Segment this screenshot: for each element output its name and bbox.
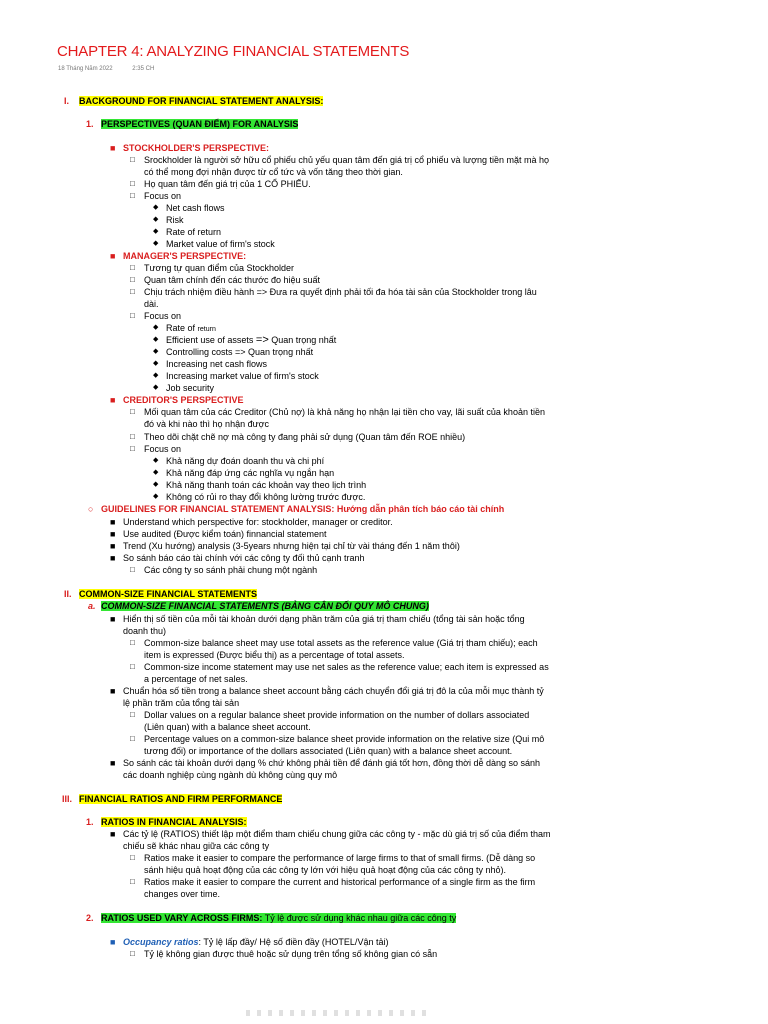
subsection-number: 1. [86, 119, 94, 129]
list-item: Các tỷ lệ (RATIOS) thiết lập một điểm tham chiếu chung giữa các công ty - mặc dù giá trị số của điểm tham [123, 829, 551, 839]
list-item: Họ quan tâm đến giá trị của 1 CỔ PHIẾU. [144, 179, 311, 189]
subsection-heading: RATIOS USED VARY ACROSS FIRMS: Tỷ lệ được sử dụng khác nhau giữa các công ty [101, 913, 457, 923]
section-number: I. [64, 96, 70, 106]
list-item: Dollar values on a regular balance sheet provide information on the number of dollars associated [144, 710, 530, 720]
section-heading: BACKGROUND FOR FINANCIAL STATEMENT ANALYSIS: [79, 96, 324, 106]
diamond-bullet-icon: ◆ [153, 228, 159, 235]
hollow-square-bullet-icon: □ [130, 432, 135, 441]
diamond-bullet-icon: ◆ [153, 348, 159, 355]
list-item: Percentage values on a common-size balance sheet provide information on the relative size (Qui mô [144, 734, 545, 744]
focus-item: Khả năng dự đoán doanh thu và chi phí [166, 456, 325, 466]
list-item: Ratios make it easier to compare the current and historical performance of a single firm as the firm [144, 877, 536, 887]
subsection-heading: PERSPECTIVES (QUAN ĐIỂM) FOR ANALYSIS [101, 119, 299, 129]
hollow-square-bullet-icon: □ [130, 155, 135, 164]
subsection-number: 1. [86, 817, 94, 827]
filled-square-bullet-icon: ■ [110, 251, 116, 261]
list-item-continued: item is expressed (Được biểu thị) as a percentage of total assets. [144, 650, 405, 660]
focus-item: Khả năng thanh toán các khoản vay theo lịch trình [166, 480, 367, 490]
list-item: Occupancy ratios: Tỷ lệ lấp đầy/ Hệ số điền đầy (HOTEL/Vận tải) [123, 937, 389, 947]
list-item: Understand which perspective for: stockholder, manager or creditor. [123, 517, 393, 527]
diamond-bullet-icon: ◆ [153, 457, 159, 464]
list-item: Ratios make it easier to compare the performance of large firms to that of small firms. (Dễ dàng so [144, 853, 536, 863]
guidelines-label: GUIDELINES FOR FINANCIAL STATEMENT ANALYSIS: Hướng dẫn phân tích báo cáo tài chính [101, 504, 505, 514]
hollow-square-bullet-icon: □ [130, 877, 135, 886]
page-date: 18 Tháng Năm 2022 [58, 66, 113, 72]
hollow-square-bullet-icon: □ [130, 444, 135, 453]
diamond-bullet-icon: ◆ [153, 240, 159, 247]
diamond-bullet-icon: ◆ [153, 481, 159, 488]
list-item: Theo dõi chặt chẽ nợ mà công ty đang phải sử dụng (Quan tâm đến ROE nhiều) [144, 432, 466, 442]
hollow-square-bullet-icon: □ [130, 287, 135, 296]
list-item: Trend (Xu hướng) analysis (3-5years nhưng hiện tại chỉ từ vài tháng đến 1 năm thôi) [123, 541, 460, 551]
perspective-label: CREDITOR'S PERSPECTIVE [123, 395, 244, 405]
hollow-square-bullet-icon: □ [130, 191, 135, 200]
bullet-icon: ■ [110, 758, 116, 768]
diamond-bullet-icon: ◆ [153, 360, 159, 367]
hollow-square-bullet-icon: □ [130, 710, 135, 719]
hollow-square-bullet-icon: □ [130, 662, 135, 671]
diamond-bullet-icon: ◆ [153, 216, 159, 223]
subsection-number: 2. [86, 913, 94, 923]
list-item-continued: doanh thu) [123, 626, 167, 636]
focus-item: Increasing market value of firm's stock [166, 371, 319, 381]
subsection-letter: a. [88, 601, 96, 611]
focus-item: Market value of firm's stock [166, 239, 275, 249]
list-item: Focus on [144, 191, 182, 201]
list-item: Quan tâm chính đến các thước đo hiệu suất [144, 275, 321, 285]
hollow-square-bullet-icon: □ [130, 949, 135, 958]
list-item: Common-size balance sheet may use total assets as the reference value (Giá trị tham chiếu); each [144, 638, 538, 648]
diamond-bullet-icon: ◆ [153, 469, 159, 476]
list-item-continued: (Liên quan) with a balance sheet account. [144, 722, 311, 732]
page-time: 2:35 CH [132, 66, 155, 72]
list-item-continued: chiếu sẽ khác nhau giữa các công ty [123, 841, 270, 851]
list-item: Common-size income statement may use net sales as the reference value; each item is expressed as [144, 662, 549, 672]
list-item: So sánh các tài khoản dưới dạng % chứ không phải tiền để đánh giá tốt hơn, đồng thời dễ dàng so sánh [123, 758, 541, 768]
hollow-square-bullet-icon: □ [130, 275, 135, 284]
focus-item: Rate of return [166, 323, 216, 333]
list-item-continued: có thể mong đợi nhận được từ cổ tức và vốn tăng theo thời gian. [144, 167, 403, 177]
bullet-icon: ■ [110, 541, 116, 551]
page-timestamp [58, 66, 172, 72]
list-item: Tương tự quan điểm của Stockholder [144, 263, 295, 273]
list-item: Focus on [144, 311, 182, 321]
hollow-square-bullet-icon: □ [130, 734, 135, 743]
hollow-square-bullet-icon: □ [130, 638, 135, 647]
list-item: Tỷ lệ không gian được thuê hoặc sử dụng trên tổng số không gian có sẵn [144, 949, 438, 959]
hollow-square-bullet-icon: □ [130, 853, 135, 862]
focus-item: Net cash flows [166, 203, 225, 213]
list-item: Mối quan tâm của các Creditor (Chủ nợ) là khả năng họ nhận lại tiền cho vay, lãi suất của khoản tiền [144, 407, 545, 417]
focus-item: Risk [166, 215, 184, 225]
list-item-continued: dài. [144, 299, 159, 309]
list-item: So sánh báo cáo tài chính với các công ty đối thủ cạnh tranh [123, 553, 365, 563]
list-item-continued: lệ phần trăm của tổng tài sản [123, 698, 240, 708]
list-item-continued: các doanh nghiệp cùng ngành dù không cùng quy mô [123, 770, 338, 780]
page-title: CHAPTER 4: ANALYZING FINANCIAL STATEMENTS [57, 43, 410, 60]
focus-item: Efficient use of assets => Quan trọng nhất [166, 334, 337, 346]
perspective-label: STOCKHOLDER'S PERSPECTIVE: [123, 143, 269, 153]
diamond-bullet-icon: ◆ [153, 324, 159, 331]
focus-item: Rate of return [166, 227, 222, 237]
focus-item: Controlling costs => Quan trọng nhất [166, 347, 314, 357]
bullet-icon: ■ [110, 829, 116, 839]
bullet-icon: ■ [110, 517, 116, 527]
diamond-bullet-icon: ◆ [153, 384, 159, 391]
filled-square-bullet-icon: ■ [110, 395, 116, 405]
list-item-continued: tương đối) or importance of the dollars associated (Liên quan) with a balance sheet account. [144, 746, 513, 756]
hollow-square-bullet-icon: □ [130, 565, 135, 574]
focus-item: Increasing net cash flows [166, 359, 268, 369]
hollow-square-bullet-icon: □ [130, 407, 135, 416]
hollow-square-bullet-icon: □ [130, 263, 135, 272]
section-heading: COMMON-SIZE FINANCIAL STATEMENTS [79, 589, 257, 599]
list-item: Use audited (Được kiểm toán) finnancial statement [123, 529, 327, 539]
subsection-heading: COMMON-SIZE FINANCIAL STATEMENTS (BẢNG CÂN ĐỐI QUY MÔ CHUNG) [101, 601, 429, 611]
list-item-continued: changes over time. [144, 889, 221, 899]
hollow-square-bullet-icon: □ [130, 311, 135, 320]
section-number: III. [62, 794, 73, 804]
list-item-continued: đó và khi nào thì họ nhận được [144, 419, 270, 429]
truncated-line-fragment [246, 1010, 426, 1016]
ring-bullet-icon: ○ [88, 504, 94, 514]
diamond-bullet-icon: ◆ [153, 204, 159, 211]
filled-square-bullet-icon: ■ [110, 143, 116, 153]
list-item: Srockholder là người sở hữu cổ phiếu chủ yếu quan tâm đến giá trị cổ phiếu và lượng tiền mặt mà họ [144, 155, 550, 165]
list-item-continued: a percentage of net sales. [144, 674, 248, 684]
diamond-bullet-icon: ◆ [153, 336, 159, 343]
bullet-icon: ■ [110, 686, 116, 696]
perspective-label: MANAGER'S PERSPECTIVE: [123, 251, 247, 261]
list-item: Chịu trách nhiệm điều hành => Đưa ra quyết định phải tối đa hóa tài sản của Stockholder trong lâu [144, 287, 537, 297]
list-item-continued: sánh hiệu quả hoạt động của các công ty lớn với hiệu quả hoạt động của các công ty nhỏ). [144, 865, 507, 875]
list-item: Hiển thị số tiền của mỗi tài khoản dưới dạng phần trăm của giá trị tham chiếu (tổng tài sản hoặc tổng [123, 614, 525, 624]
diamond-bullet-icon: ◆ [153, 493, 159, 500]
focus-item: Không có rủi ro thay đổi không lường trước được. [166, 492, 366, 502]
hollow-square-bullet-icon: □ [130, 179, 135, 188]
focus-item: Job security [166, 383, 215, 393]
bullet-icon: ■ [110, 529, 116, 539]
bullet-icon: ■ [110, 937, 116, 947]
list-item: Chuẩn hóa số tiền trong a balance sheet account bằng cách chuyển đổi giá trị đô la của mỗi mục thành tỷ [123, 686, 544, 696]
list-item: Focus on [144, 444, 182, 454]
section-number: II. [64, 589, 72, 599]
bullet-icon: ■ [110, 553, 116, 563]
diamond-bullet-icon: ◆ [153, 372, 159, 379]
bullet-icon: ■ [110, 614, 116, 624]
subsection-heading: RATIOS IN FINANCIAL ANALYSIS: [101, 817, 247, 827]
section-heading: FINANCIAL RATIOS AND FIRM PERFORMANCE [79, 794, 283, 804]
focus-item: Khả năng đáp ứng các nghĩa vụ ngắn hạn [166, 468, 335, 478]
list-item: Các công ty so sánh phải chung một ngành [144, 565, 318, 575]
